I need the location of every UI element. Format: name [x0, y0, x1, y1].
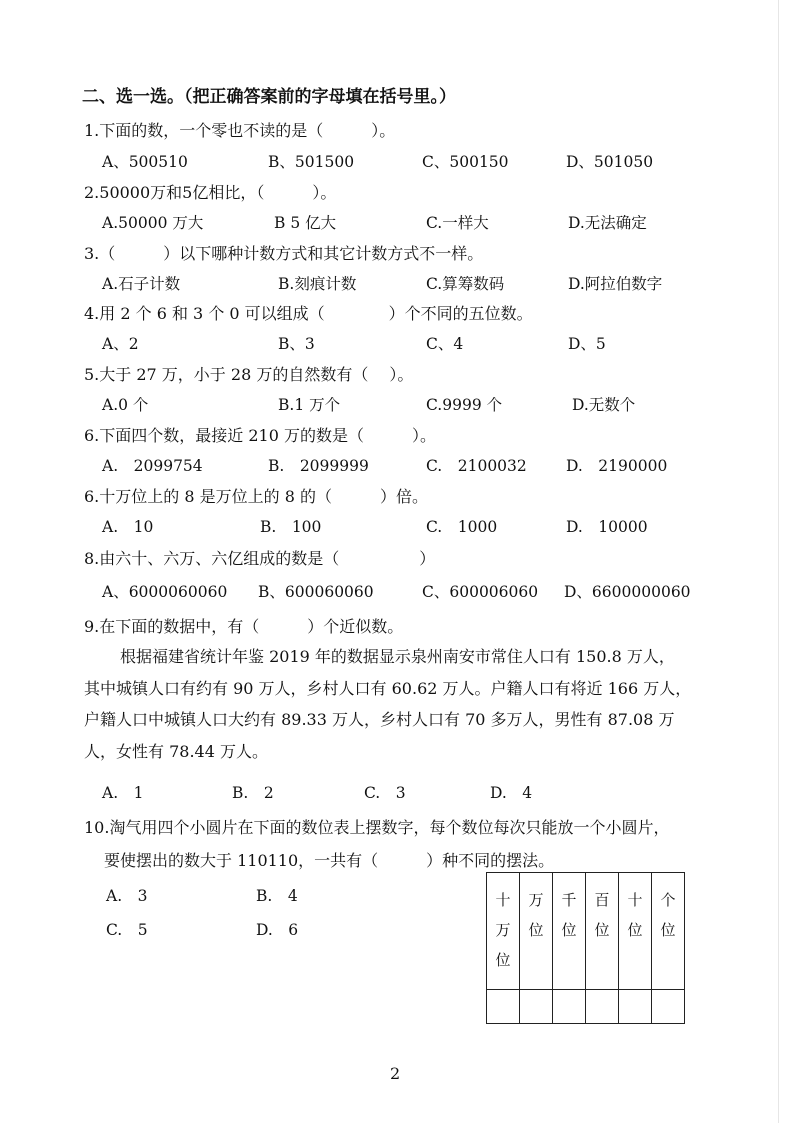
blank-cell: [619, 990, 652, 1024]
blank-cell: [586, 990, 619, 1024]
place-label-char: 十: [627, 891, 643, 909]
place-label-char: 位: [528, 921, 544, 939]
place-column-thousands: [553, 873, 586, 990]
place-label-char: 位: [495, 951, 511, 969]
blank-cell: [553, 990, 586, 1024]
question-9-option-b: B. 2: [232, 784, 274, 802]
question-6-option-c: C. 2100032: [426, 457, 527, 475]
page-number: 2: [390, 1064, 401, 1083]
question-8-option-d: D、6600000060: [564, 583, 691, 601]
question-8-stem: 8.由六十、六万、六亿组成的数是（ ）: [84, 549, 436, 568]
passage-line: 其中城镇人口有约有 90 万人，乡村人口有 60.62 万人。户籍人口有将近 166 万人，: [84, 678, 692, 698]
question-4-option-a: A、2: [102, 335, 139, 353]
question-6-option-a: A. 2099754: [102, 457, 203, 475]
place-label-char: 百: [594, 891, 610, 909]
question-5-stem: 5.大于 27 万，小于 28 万的自然数有（ ）。: [84, 365, 414, 384]
question-10-option-b: B. 4: [256, 887, 298, 905]
place-label-char: 千: [561, 891, 577, 909]
question-10-stem-line-2: 要使摆出的数大于 110110，一共有（ ）种不同的摆法。: [104, 851, 555, 870]
question-2-option-b: B 5 亿大: [274, 214, 337, 232]
question-2-option-a: A.50000 万大: [102, 214, 204, 232]
page-edge-divider: [778, 0, 779, 1123]
question-9-option-d: D. 4: [490, 784, 533, 802]
place-label-char: 万: [495, 921, 511, 939]
question-4-option-c: C、4: [426, 335, 464, 353]
question-4-option-d: D、5: [568, 335, 606, 353]
place-column-ones: [652, 873, 685, 990]
place-column-ten-thousands: [520, 873, 553, 990]
question-8-option-c: C、600006060: [422, 583, 539, 601]
question-7-option-b: B. 100: [260, 518, 322, 536]
place-label-char: 万: [528, 891, 544, 909]
question-6-option-b: B. 2099999: [268, 457, 369, 475]
question-9-passage: [84, 641, 744, 767]
question-1-option-d: D、501050: [566, 153, 654, 171]
place-label-char: 位: [561, 921, 577, 939]
question-9-option-a: A. 1: [102, 784, 144, 802]
question-5-option-b: B.1 万个: [278, 396, 341, 414]
question-3-option-c: C.算筹数码: [426, 275, 505, 293]
blank-cell: [652, 990, 685, 1024]
question-9-option-c: C. 3: [364, 784, 406, 802]
place-column-hundred-thousands: [487, 873, 520, 990]
place-label-char: 十: [495, 891, 511, 909]
blank-cell: [487, 990, 520, 1024]
question-5-option-d: D.无数个: [572, 396, 636, 414]
question-9-stem: 9.在下面的数据中，有（ ）个近似数。: [84, 617, 404, 636]
question-10-option-d: D. 6: [256, 921, 299, 939]
question-10-option-a: A. 3: [106, 887, 148, 905]
question-7-option-d: D. 10000: [566, 518, 648, 536]
question-5-option-a: A.0 个: [102, 396, 149, 414]
place-label-char: 位: [594, 921, 610, 939]
question-5-option-c: C.9999 个: [426, 396, 503, 414]
place-value-blank-row: [487, 990, 685, 1024]
place-column-hundreds: [586, 873, 619, 990]
question-3-option-b: B.刻痕计数: [278, 275, 357, 293]
question-4-option-b: B、3: [278, 335, 315, 353]
question-10-option-c: C. 5: [106, 921, 148, 939]
passage-line: 户籍人口中城镇人口大约有 89.33 万人，乡村人口有 70 多万人，男性有 87.08 万: [84, 710, 675, 729]
question-10-stem-line-1: 10.淘气用四个小圆片在下面的数位表上摆数字，每个数位每次只能放一个小圆片，: [84, 818, 670, 837]
place-column-tens: [619, 873, 652, 990]
place-label-char: 位: [660, 921, 676, 939]
question-2-option-d: D.无法确定: [568, 214, 647, 232]
question-8-option-a: A、6000060060: [102, 583, 228, 601]
blank-cell: [520, 990, 553, 1024]
passage-line: 根据福建省统计年鉴 2019 年的数据显示泉州南安市常住人口有 150.8 万人，: [120, 647, 675, 666]
question-4-stem: 4.用 2 个 6 和 3 个 0 可以组成（ ）个不同的五位数。: [84, 304, 533, 323]
question-1-stem: 1.下面的数，一个零也不读的是（ ）。: [84, 121, 396, 140]
place-label-char: 位: [627, 921, 643, 939]
question-7-option-a: A. 10: [102, 518, 154, 536]
passage-line: 人，女性有 78.44 万人。: [84, 741, 268, 761]
question-6-option-d: D. 2190000: [566, 457, 668, 475]
question-3-option-a: A.石子计数: [102, 275, 181, 293]
place-value-header-row: [487, 873, 685, 990]
question-2-stem: 2.50000万和5亿相比，（ ）。: [84, 183, 337, 202]
question-3-stem: 3.（ ）以下哪种计数方式和其它计数方式不一样。: [84, 244, 484, 263]
question-1-option-a: A、500510: [102, 153, 188, 171]
place-label-char: 个: [660, 891, 676, 909]
question-6-stem: 6.下面四个数，最接近 210 万的数是（ ）。: [84, 426, 436, 445]
place-value-table: [486, 872, 685, 1024]
question-1-option-b: B、501500: [268, 153, 355, 171]
question-7-stem: 6.十万位上的 8 是万位上的 8 的（ ）倍。: [84, 487, 428, 506]
question-8-option-b: B、600060060: [258, 583, 374, 601]
question-2-option-c: C.一样大: [426, 214, 489, 232]
section-title: 二、选一选。（把正确答案前的字母填在括号里。）: [82, 87, 456, 107]
question-3-option-d: D.阿拉伯数字: [568, 275, 663, 293]
question-7-option-c: C. 1000: [426, 518, 498, 536]
question-1-option-c: C、500150: [422, 153, 509, 171]
